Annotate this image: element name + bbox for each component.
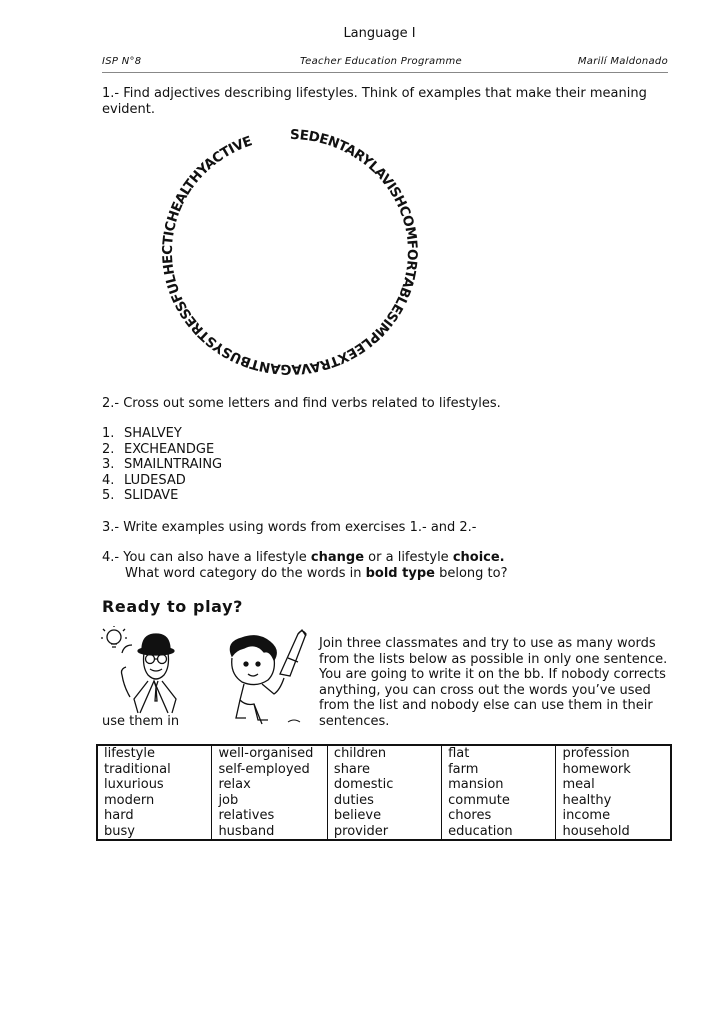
word-column: well-organised self-employed relax job relatives husband xyxy=(212,745,327,840)
use-them-in-text: use them in xyxy=(102,714,180,729)
table-row xyxy=(97,745,671,840)
header-left: ISP N°8 xyxy=(102,56,142,67)
exercise-1-text: 1.- Find adjectives describing lifestyles. Think of examples that make their meaning evident. xyxy=(102,86,647,117)
thinking-man-illustration xyxy=(100,625,190,715)
adjective-word-ring xyxy=(150,118,430,378)
word-column: flat farm mansion commute chores education xyxy=(442,745,556,840)
exercise-2-text: 2.- Cross out some letters and find verbs related to lifestyles. xyxy=(102,396,501,411)
word-column: profession homework meal healthy income household xyxy=(556,745,671,840)
word-column: lifestyle traditional luxurious modern hard busy xyxy=(97,745,212,840)
scrambled-word-list xyxy=(102,426,222,504)
header-center: Teacher Education Programme xyxy=(300,56,462,67)
svg-text:SEDENTARYLAVISHCOMFORTABLESIMP xyxy=(160,127,420,377)
exercise-3-text: 3.- Write examples using words from exercises 1.- and 2.- xyxy=(102,520,477,535)
word-table xyxy=(96,744,672,841)
list-item: 3. SMAILNTRAING xyxy=(102,457,223,472)
game-instructions: Join three classmates and try to use as many words from the lists below as possible in only one sentence. You are going to write it on the bb. If nobody corrects anything, you can cross out the words you’ve used from the list and nobody else can use them in their sentences. xyxy=(319,636,668,729)
list-item: 2. EXCHEANDGE xyxy=(102,441,215,457)
list-item: 4. LUDESAD xyxy=(102,472,186,488)
header-right: Marilí Maldonado xyxy=(577,56,668,67)
header-row xyxy=(102,56,668,73)
section-heading: Ready to play? xyxy=(102,597,243,616)
word-column: children share domestic duties believe provider xyxy=(327,745,441,840)
ring-letters: SEDENTARYLAVISHCOMFORTABLESIMPLEEXTRAVAGANTBUSYSTRESSFULHECTICHEALTHYACTIVE xyxy=(159,126,421,378)
girl-with-pen-illustration xyxy=(218,628,318,728)
list-item: 1. SHALVEY xyxy=(102,426,182,441)
exercise-4-question: What word category do the words in bold type belong to? xyxy=(125,566,508,581)
page-title: Language I xyxy=(343,26,416,41)
exercise-4-text: 4.- You can also have a lifestyle change or a lifestyle choice. xyxy=(102,550,505,565)
list-item: 5. SLIDAVE xyxy=(102,488,179,503)
